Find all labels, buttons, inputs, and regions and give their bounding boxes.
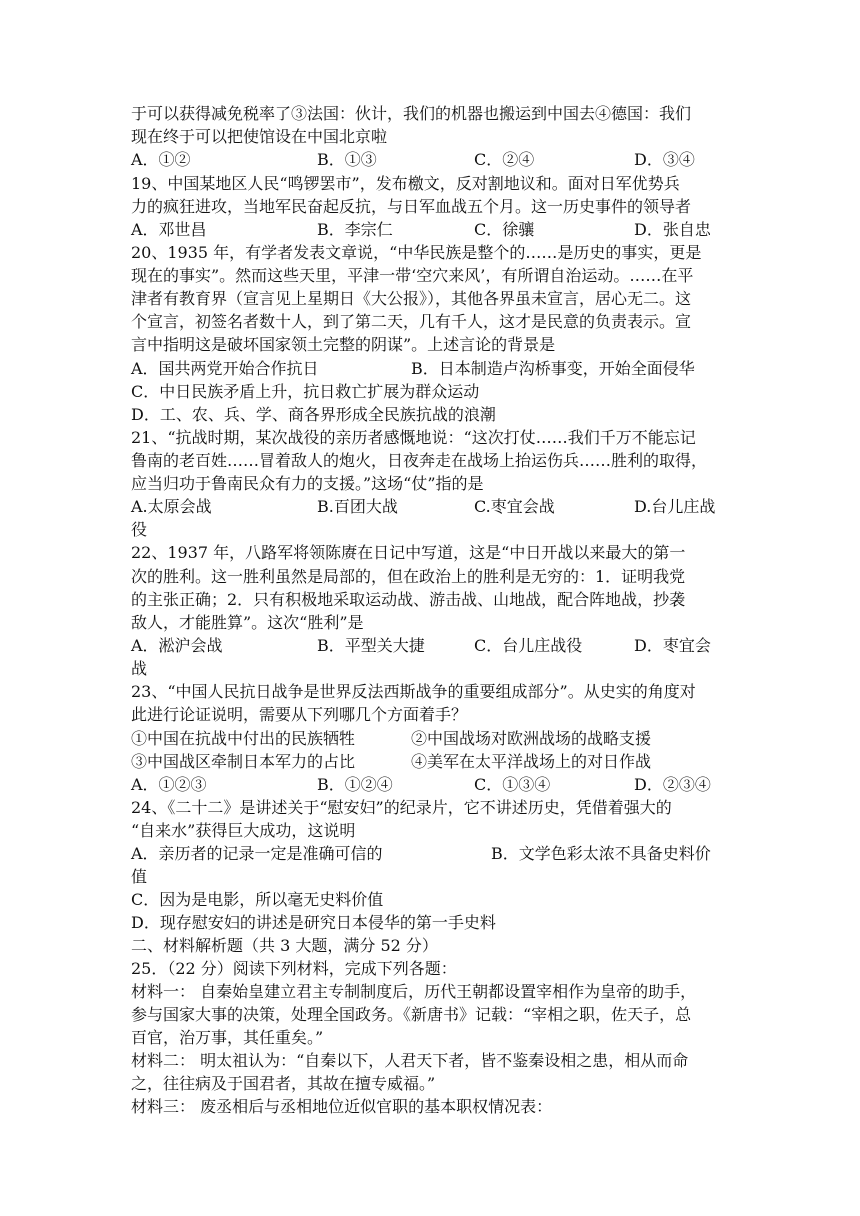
text-line: 25．（22 分）阅读下列材料，完成下列各题： [131, 959, 457, 978]
option-text: B．①②④ [317, 775, 393, 794]
text-line: 百官，治万事，其任重矣。” [131, 1028, 324, 1047]
option-text: A．淞沪会战 [131, 636, 223, 655]
text-line: 21、“抗战时期，某次战役的亲历者感慨地说：“这次打仗……我们千万不能忘记 [131, 428, 696, 447]
text-line: 于可以获得减免税率了③法国：伙计，我们的机器也搬运到中国去④德国：我们 [131, 104, 692, 123]
text-line: 23、“中国人民抗日战争是世界反法西斯战争的重要组成部分”。从史实的角度对 [131, 682, 696, 701]
text-line: 参与国家大事的决策，处理全国政务。《新唐书》记载：“宰相之职，佐天子，总 [131, 1005, 692, 1024]
text-line: 22、1937 年，八路军将领陈赓在日记中写道，这是“中日开战以来最大的第一 [131, 543, 686, 562]
text-line: 个宣言，初签名者数十人，到了第二天，几有千人，这才是民意的负责表示。宣 [131, 312, 692, 331]
text-line: 战 [131, 659, 148, 678]
option-text: A.太原会战 [131, 497, 212, 516]
option-text: A．①②③ [131, 775, 207, 794]
text-line: 次的胜利。这一胜利虽然是局部的，但在政治上的胜利是无穷的：1．证明我党 [131, 567, 686, 586]
text-line: 材料三： 废丞相后与丞相地位近似官职的基本职权情况表： [131, 1097, 553, 1116]
text-line: 材料一： 自秦始皇建立君主专制制度后，历代王朝都设置宰相作为皇帝的助手， [131, 982, 697, 1001]
text-line: “自来水”获得巨大成功，这说明 [131, 821, 356, 840]
option-text: C．②④ [474, 150, 535, 169]
text-line: C．因为是电影，所以毫无史料价值 [131, 890, 384, 909]
option-text: B．①③ [317, 150, 377, 169]
option-text: D．②③④ [634, 775, 711, 794]
option-text: D．张自忠 [634, 220, 711, 239]
text-line: 现在的事实”。然而这些天里，平津一带‘空穴来风’，有所谓自治运动。……在平 [131, 266, 694, 285]
option-text: A．国共两党开始合作抗日 [131, 359, 319, 378]
text-line: 20、1935 年，有学者发表文章说，“中华民族是整个的……是历史的事实，更是 [131, 243, 702, 262]
text-line: 19、中国某地区人民“鸣锣罢市”，发布檄文，反对割地议和。面对日军优势兵 [131, 174, 680, 193]
option-text: C．徐骧 [474, 220, 535, 239]
text-line: 现在终于可以把使馆设在中国北京啦 [131, 127, 388, 146]
option-text: A．①② [131, 150, 191, 169]
option-text: D．枣宜会 [634, 636, 711, 655]
text-line: 24、《二十二》是讲述关于“慰安妇”的纪录片，它不讲述历史，凭借着强大的 [131, 798, 672, 817]
option-text: C．①③④ [474, 775, 551, 794]
text-line: 敌人，才能胜算”。这次“胜利”是 [131, 613, 364, 632]
text-line: 力的疯狂进攻，当地军民奋起反抗，与日军血战五个月。这一历史事件的领导者 [131, 197, 692, 216]
option-text: B．文学色彩太浓不具备史料价 [491, 844, 711, 863]
text-line: 鲁南的老百姓……冒着敌人的炮火，日夜奔走在战场上抬运伤兵……胜利的取得， [131, 451, 708, 470]
option-text: A．邓世昌 [131, 220, 207, 239]
text-line: 材料二： 明太祖认为：“自秦以下，人君天下者，皆不鉴秦设相之患，相从而命 [131, 1051, 689, 1070]
option-text: A．亲历者的记录一定是准确可信的 [131, 844, 383, 863]
text-line: 津者有教育界（宣言见上星期日《大公报》），其他各界虽未宣言，居心无二。这 [131, 289, 692, 308]
text-line: D．现存慰安妇的讲述是研究日本侵华的第一手史料 [131, 913, 496, 932]
text-line: C．中日民族矛盾上升，抗日救亡扩展为群众运动 [131, 382, 480, 401]
option-text: B．日本制造卢沟桥事变，开始全面侵华 [411, 359, 695, 378]
option-text: ③中国战区牵制日本军力的占比 [131, 752, 356, 771]
option-text: ①中国在抗战中付出的民族牺牲 [131, 729, 356, 748]
text-line: 应当归功于鲁南民众有力的支援。”这场“仗”指的是 [131, 474, 484, 493]
text-line: 值 [131, 867, 148, 886]
text-line: D．工、农、兵、学、商各界形成全民族抗战的浪潮 [131, 405, 496, 424]
option-text: B．李宗仁 [317, 220, 393, 239]
option-text: D.台儿庄战 [634, 497, 716, 516]
option-text: D．③④ [634, 150, 695, 169]
text-line: 此进行论证说明，需要从下列哪几个方面着手？ [131, 705, 468, 724]
text-line: 二、材料解析题（共 3 大题，满分 52 分） [131, 936, 438, 955]
option-text: B．平型关大捷 [317, 636, 425, 655]
text-line: 言中指明这是破坏国家领土完整的阴谋”。上述言论的背景是 [131, 335, 556, 354]
text-line: 的主张正确；2．只有积极地采取运动战、游击战、山地战，配合阵地战，抄袭 [131, 590, 686, 609]
option-text: C.枣宜会战 [474, 497, 555, 516]
text-line: 役 [131, 520, 148, 539]
option-text: ④美军在太平洋战场上的对日作战 [411, 752, 652, 771]
option-text: B.百团大战 [317, 497, 398, 516]
option-text: C．台儿庄战役 [474, 636, 583, 655]
text-line: 之，往往病及于国君者，其故在擅专威福。” [131, 1074, 436, 1093]
option-text: ②中国战场对欧洲战场的战略支援 [411, 729, 652, 748]
